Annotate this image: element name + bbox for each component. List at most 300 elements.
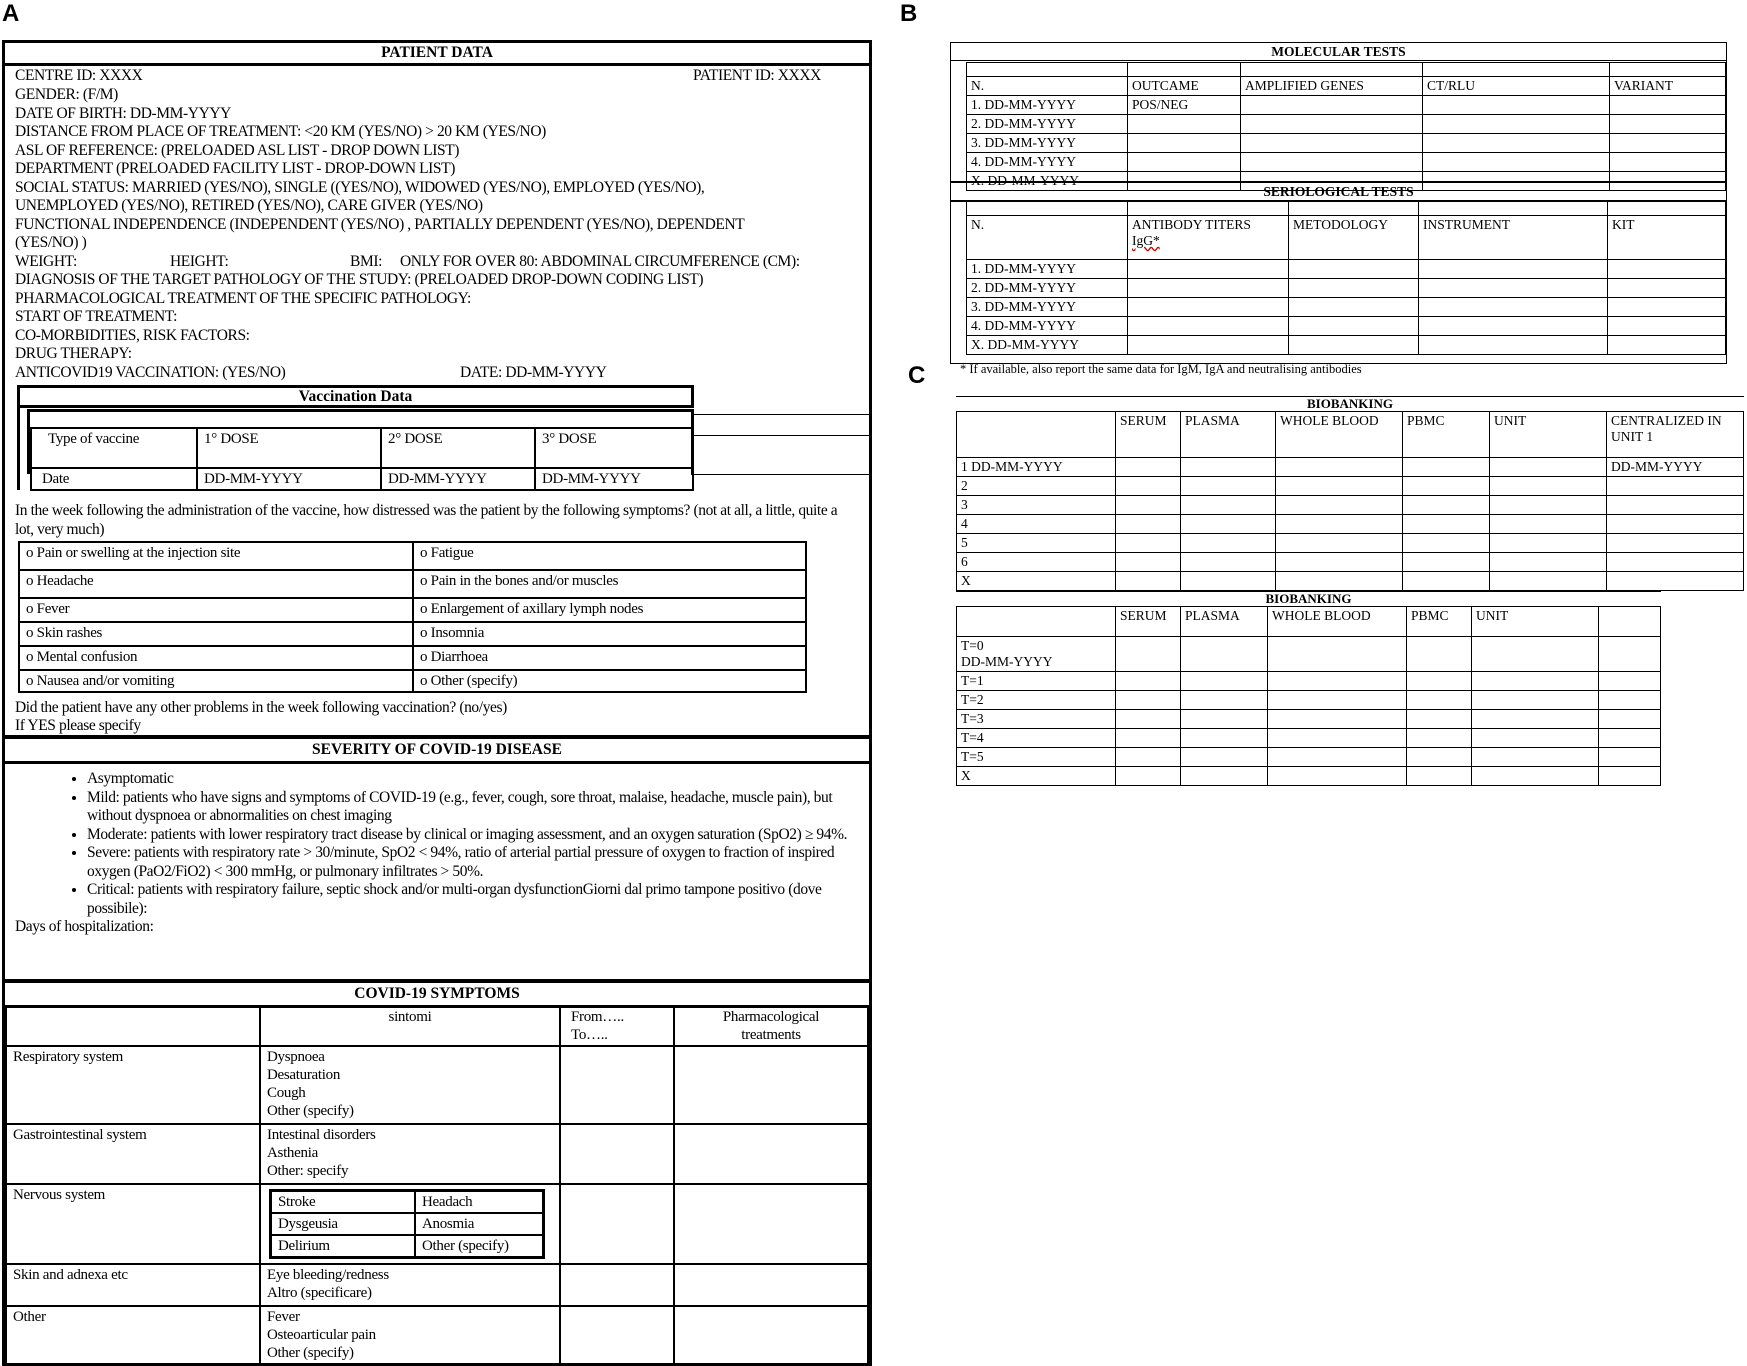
symptom-item: Eye bleeding/redness bbox=[267, 1267, 389, 1283]
empty-cell bbox=[1407, 710, 1472, 729]
empty-cell bbox=[1608, 317, 1726, 336]
sintomi-header: sintomi bbox=[260, 1006, 560, 1046]
biobanking-row-label: T=3 bbox=[957, 710, 1116, 729]
empty-cell bbox=[1289, 298, 1419, 317]
empty-cell bbox=[1181, 672, 1268, 691]
empty-cell bbox=[1607, 534, 1744, 553]
serological-header: N. bbox=[967, 216, 1128, 260]
pharm-header-line: Pharmacological bbox=[722, 1009, 820, 1025]
empty-cell bbox=[1276, 496, 1403, 515]
empty-cell bbox=[674, 1124, 868, 1184]
empty-cell bbox=[1490, 534, 1607, 553]
empty-cell bbox=[1610, 115, 1726, 134]
empty-cell bbox=[1268, 691, 1407, 710]
severity-item: • Critical: patients with respiratory failure, septic shock and/or multi-organ dysfunctionGiorni dal primo tampone positivo (dove possibile): bbox=[87, 881, 857, 918]
divider bbox=[691, 434, 871, 475]
biobanking-header: SERUM bbox=[1116, 607, 1181, 637]
molecular-row-label: 3. DD-MM-YYYY bbox=[967, 134, 1128, 153]
empty-cell bbox=[1608, 298, 1726, 317]
empty-cell bbox=[1181, 553, 1276, 572]
symptom-item: Asthenia bbox=[267, 1145, 318, 1161]
empty-cell bbox=[1423, 115, 1610, 134]
empty-cell bbox=[1181, 496, 1276, 515]
empty-cell bbox=[1276, 572, 1403, 591]
symptom-option: o Fatigue bbox=[413, 542, 806, 570]
field-line: DIAGNOSIS OF THE TARGET PATHOLOGY OF THE STUDY: (PRELOADED DROP-DOWN CODING LIST) bbox=[15, 271, 704, 288]
molecular-row-label: 4. DD-MM-YYYY bbox=[967, 153, 1128, 172]
empty-cell bbox=[1607, 515, 1744, 534]
field-line: DRUG THERAPY: bbox=[15, 345, 132, 362]
molecular-header: CT/RLU bbox=[1423, 77, 1610, 96]
centre-id: CENTRE ID: XXXX bbox=[15, 67, 143, 84]
panel-label-c: C bbox=[908, 362, 926, 389]
nervous-grid bbox=[269, 1189, 545, 1259]
serological-header: INSTRUMENT bbox=[1419, 216, 1608, 260]
empty-cell bbox=[1128, 317, 1289, 336]
severity-item: • Asymptomatic bbox=[87, 770, 857, 789]
symptom-item: Altro (specificare) bbox=[267, 1285, 372, 1301]
empty-cell bbox=[1610, 96, 1726, 115]
empty-cell bbox=[1289, 317, 1419, 336]
empty-cell bbox=[1599, 672, 1661, 691]
empty-cell bbox=[1181, 572, 1276, 591]
empty-cell bbox=[1423, 153, 1610, 172]
dose-header: 1° DOSE bbox=[197, 428, 381, 468]
empty-cell bbox=[1599, 748, 1661, 767]
empty-cell bbox=[1490, 477, 1607, 496]
covid-symptoms-box bbox=[2, 980, 872, 1366]
divider bbox=[691, 414, 871, 436]
symptom-item: Other (specify) bbox=[267, 1103, 354, 1119]
biobanking-row-label: 3 bbox=[957, 496, 1116, 515]
symptom-item: Delirium bbox=[271, 1235, 416, 1258]
molecular-row-label: 2. DD-MM-YYYY bbox=[967, 115, 1128, 134]
empty-cell bbox=[1181, 515, 1276, 534]
empty-cell bbox=[1472, 672, 1599, 691]
biobanking-header: WHOLE BLOOD bbox=[1268, 607, 1407, 637]
empty-cell bbox=[674, 1264, 868, 1306]
empty-cell bbox=[1128, 202, 1289, 216]
empty-cell bbox=[1128, 63, 1241, 77]
system-label: Gastrointestinal system bbox=[6, 1124, 260, 1184]
empty-cell bbox=[1116, 534, 1181, 553]
patient-id: PATIENT ID: XXXX bbox=[693, 67, 821, 84]
empty-cell bbox=[1472, 767, 1599, 786]
biobanking-header: PBMC bbox=[1403, 412, 1490, 458]
empty-cell bbox=[1403, 553, 1490, 572]
empty-cell bbox=[1599, 729, 1661, 748]
empty-cell bbox=[1116, 458, 1181, 477]
patient-data-box bbox=[2, 40, 872, 738]
empty-cell bbox=[1128, 279, 1289, 298]
biobanking-2-table bbox=[956, 606, 1661, 786]
empty-cell bbox=[1116, 710, 1181, 729]
molecular-table bbox=[966, 62, 1726, 191]
serological-footnote: * If available, also report the same data for IgM, IgA and neutralising antibodies bbox=[960, 362, 1362, 376]
biobanking-2 bbox=[956, 591, 1661, 786]
empty-cell bbox=[1608, 202, 1726, 216]
empty-cell bbox=[1490, 572, 1607, 591]
empty-cell bbox=[957, 607, 1116, 637]
empty-cell bbox=[1289, 260, 1419, 279]
empty-cell bbox=[1490, 496, 1607, 515]
symptom-option: o Pain or swelling at the injection site bbox=[19, 542, 413, 570]
empty-cell bbox=[1268, 672, 1407, 691]
severity-item: • Moderate: patients with lower respiratory tract disease by clinical or imaging assessment, and an oxygen saturation (SpO2) ≥ 94%. bbox=[87, 826, 857, 845]
biobanking-row-label: 5 bbox=[957, 534, 1116, 553]
empty-cell bbox=[1599, 710, 1661, 729]
empty-cell bbox=[674, 1184, 868, 1264]
serological-row-label: 2. DD-MM-YYYY bbox=[967, 279, 1128, 298]
divider bbox=[17, 406, 20, 490]
biobanking-row-label: X bbox=[957, 767, 1116, 786]
dose-header: 2° DOSE bbox=[381, 428, 535, 468]
panel-label-b: B bbox=[900, 0, 918, 27]
molecular-header: OUTCAME bbox=[1128, 77, 1241, 96]
empty-cell bbox=[1423, 63, 1610, 77]
system-symptoms bbox=[260, 1046, 560, 1124]
height-field: HEIGHT: bbox=[170, 252, 229, 270]
empty-cell bbox=[1419, 202, 1608, 216]
empty-cell bbox=[560, 1184, 674, 1264]
other-problems-question: Did the patient have any other problems in the week following vaccination? (no/yes) bbox=[15, 699, 507, 716]
biobanking-1 bbox=[956, 396, 1744, 591]
field-line: DISTANCE FROM PLACE OF TREATMENT: <20 KM (YES/NO) > 20 KM (YES/NO) bbox=[15, 123, 546, 140]
molecular-row-label: 1. DD-MM-YYYY bbox=[967, 96, 1128, 115]
dose-date: DD-MM-YYYY bbox=[381, 468, 535, 490]
symptom-option: o Headache bbox=[19, 570, 413, 598]
biobanking-header: PLASMA bbox=[1181, 412, 1276, 458]
empty-cell bbox=[1419, 336, 1608, 355]
empty-cell bbox=[1181, 729, 1268, 748]
serological-row-label: 3. DD-MM-YYYY bbox=[967, 298, 1128, 317]
empty-cell bbox=[1472, 637, 1599, 672]
measurements-line bbox=[15, 253, 865, 272]
empty-cell bbox=[1403, 477, 1490, 496]
severity-box bbox=[2, 736, 872, 982]
biobanking-row-label: T=4 bbox=[957, 729, 1116, 748]
symptom-item: Headach bbox=[415, 1191, 544, 1214]
symptom-option: o Nausea and/or vomiting bbox=[19, 670, 413, 692]
empty-cell bbox=[1472, 710, 1599, 729]
date-label: Date bbox=[31, 468, 197, 490]
biobanking-header: CENTRALIZED IN UNIT 1 bbox=[1607, 412, 1744, 458]
serological-row-label: 1. DD-MM-YYYY bbox=[967, 260, 1128, 279]
symptom-item: Other: specify bbox=[267, 1163, 349, 1179]
empty-cell bbox=[1599, 637, 1661, 672]
molecular-header: AMPLIFIED GENES bbox=[1241, 77, 1423, 96]
biobanking-header: PBMC bbox=[1407, 607, 1472, 637]
hospitalization-days: Days of hospitalization: bbox=[15, 918, 154, 935]
severity-item: • Mild: patients who have signs and symptoms of COVID-19 (e.g., fever, cough, sore throat, malaise, headache, muscle pain), but without dyspnoea or abnormalities on chest imaging bbox=[87, 789, 857, 826]
empty-cell bbox=[1241, 96, 1423, 115]
from-to-header bbox=[560, 1006, 674, 1046]
weight-field: WEIGHT: bbox=[15, 252, 77, 270]
empty-cell bbox=[1268, 729, 1407, 748]
empty-cell bbox=[1403, 458, 1490, 477]
empty-cell bbox=[1610, 63, 1726, 77]
empty-cell bbox=[1276, 553, 1403, 572]
empty-cell bbox=[1181, 710, 1268, 729]
empty-cell bbox=[1116, 672, 1181, 691]
empty-cell bbox=[1472, 748, 1599, 767]
empty-cell bbox=[1116, 637, 1181, 672]
empty-cell bbox=[1407, 748, 1472, 767]
empty-cell bbox=[1289, 279, 1419, 298]
symptom-item: Intestinal disorders bbox=[267, 1127, 376, 1143]
vaccination-date-field: DATE: DD-MM-YYYY bbox=[460, 363, 607, 381]
biobanking-row-label bbox=[957, 637, 1116, 672]
empty-cell bbox=[1407, 637, 1472, 672]
row-label-date: DD-MM-YYYY bbox=[961, 654, 1053, 669]
empty-cell bbox=[1181, 477, 1276, 496]
symptom-item: Stroke bbox=[271, 1191, 416, 1214]
igg-label: IgG* bbox=[1132, 233, 1160, 248]
dose-date: DD-MM-YYYY bbox=[535, 468, 693, 490]
empty-cell bbox=[1128, 260, 1289, 279]
biobanking-row-label: 4 bbox=[957, 515, 1116, 534]
empty-cell bbox=[1403, 515, 1490, 534]
vaccination-data-title: Vaccination Data bbox=[17, 385, 694, 408]
symptom-option: o Enlargement of axillary lymph nodes bbox=[413, 598, 806, 622]
field-line: (YES/NO) ) bbox=[15, 234, 87, 251]
empty-cell bbox=[1407, 691, 1472, 710]
serological-table bbox=[966, 201, 1726, 355]
vaccination-table bbox=[30, 427, 694, 491]
symptom-item: Other (specify) bbox=[267, 1345, 354, 1361]
abdominal-field: ONLY FOR OVER 80: ABDOMINAL CIRCUMFERENCE (CM): bbox=[400, 252, 800, 270]
empty-cell bbox=[1472, 691, 1599, 710]
biobanking-row-label: T=1 bbox=[957, 672, 1116, 691]
biobanking-1-table bbox=[956, 411, 1744, 591]
empty-cell bbox=[1403, 572, 1490, 591]
field-line: PHARMACOLOGICAL TREATMENT OF THE SPECIFIC PATHOLOGY: bbox=[15, 289, 471, 307]
empty-cell bbox=[1268, 710, 1407, 729]
molecular-header: N. bbox=[967, 77, 1128, 96]
symptom-item: Other (specify) bbox=[415, 1235, 544, 1258]
biobanking-1-title: BIOBANKING bbox=[956, 396, 1744, 411]
empty-cell bbox=[1268, 767, 1407, 786]
serological-header: KIT bbox=[1608, 216, 1726, 260]
field-line: GENDER: (F/M) bbox=[15, 86, 118, 103]
empty-cell bbox=[1599, 767, 1661, 786]
outcome-value: POS/NEG bbox=[1128, 96, 1241, 115]
empty-cell bbox=[674, 1046, 868, 1124]
empty-cell bbox=[1181, 748, 1268, 767]
biobanking-header: WHOLE BLOOD bbox=[1276, 412, 1403, 458]
empty-cell bbox=[1608, 336, 1726, 355]
symptom-option: o Skin rashes bbox=[19, 622, 413, 646]
patient-fields bbox=[15, 86, 865, 382]
central-date: DD-MM-YYYY bbox=[1607, 458, 1744, 477]
empty-cell bbox=[1116, 477, 1181, 496]
covid-symptoms-table bbox=[5, 1005, 869, 1365]
biobanking-row-label: 6 bbox=[957, 553, 1116, 572]
empty-cell bbox=[1116, 729, 1181, 748]
empty-cell bbox=[1610, 153, 1726, 172]
empty-cell bbox=[1276, 458, 1403, 477]
pharm-header-line: treatments bbox=[741, 1027, 801, 1043]
empty-cell bbox=[1403, 496, 1490, 515]
field-line: DEPARTMENT (PRELOADED FACILITY LIST - DROP-DOWN LIST) bbox=[15, 160, 455, 177]
empty-cell bbox=[1276, 477, 1403, 496]
empty-cell bbox=[1268, 637, 1407, 672]
symptom-item: Desaturation bbox=[267, 1067, 341, 1083]
field-line: ASL OF REFERENCE: (PRELOADED ASL LIST - DROP DOWN LIST) bbox=[15, 141, 460, 159]
vaccination-field: ANTICOVID19 VACCINATION: (YES/NO) bbox=[15, 363, 286, 381]
field-line: SOCIAL STATUS: MARRIED (YES/NO), SINGLE ((YES/NO), WIDOWED (YES/NO), EMPLOYED (YES/NO), bbox=[15, 178, 705, 196]
serological-header bbox=[1128, 216, 1289, 260]
empty-cell bbox=[1128, 134, 1241, 153]
empty-cell bbox=[560, 1046, 674, 1124]
empty-cell bbox=[1490, 515, 1607, 534]
system-label: Other bbox=[6, 1306, 260, 1364]
severity-title: SEVERITY OF COVID-19 DISEASE bbox=[5, 739, 869, 764]
empty-cell bbox=[1607, 553, 1744, 572]
biobanking-row-label: T=2 bbox=[957, 691, 1116, 710]
serological-title: SERIOLOGICAL TESTS bbox=[951, 181, 1726, 202]
empty-cell bbox=[1128, 115, 1241, 134]
empty-cell bbox=[1419, 260, 1608, 279]
system-symptoms bbox=[260, 1306, 560, 1364]
field-line: DATE OF BIRTH: DD-MM-YYYY bbox=[15, 104, 231, 122]
empty-cell bbox=[967, 202, 1128, 216]
serological-header: METODOLOGY bbox=[1289, 216, 1419, 260]
from-header: From….. bbox=[571, 1009, 624, 1025]
row-label-t0: T=0 bbox=[961, 638, 984, 653]
empty-cell bbox=[967, 63, 1128, 77]
empty-cell bbox=[1472, 729, 1599, 748]
biobanking-2-title: BIOBANKING bbox=[956, 591, 1661, 606]
empty-cell bbox=[674, 1306, 868, 1364]
empty-cell bbox=[1116, 496, 1181, 515]
vaccination-line bbox=[15, 364, 865, 383]
system-label: Nervous system bbox=[6, 1184, 260, 1264]
biobanking-row-label: 1 DD-MM-YYYY bbox=[957, 458, 1116, 477]
empty-cell bbox=[1608, 260, 1726, 279]
empty-cell bbox=[1419, 298, 1608, 317]
empty-cell bbox=[1608, 279, 1726, 298]
symptom-item: Dyspnoea bbox=[267, 1049, 325, 1065]
empty-cell bbox=[1116, 691, 1181, 710]
field-line: UNEMPLOYED (YES/NO), RETIRED (YES/NO), CARE GIVER (YES/NO) bbox=[15, 197, 483, 214]
symptoms-question: In the week following the administration of the vaccine, how distressed was the patient by the following symptoms? (not at all, a little, quite a lot, very much) bbox=[15, 502, 838, 538]
symptom-option: o Other (specify) bbox=[413, 670, 806, 692]
symptom-item: Dysgeusia bbox=[271, 1213, 416, 1235]
symptom-item: Fever bbox=[267, 1309, 300, 1325]
empty-cell bbox=[1610, 134, 1726, 153]
symptom-option: o Mental confusion bbox=[19, 646, 413, 670]
empty-cell bbox=[1181, 691, 1268, 710]
to-header: To….. bbox=[571, 1027, 608, 1043]
empty-cell bbox=[1607, 477, 1744, 496]
empty-cell bbox=[1276, 534, 1403, 553]
empty-cell bbox=[1181, 458, 1276, 477]
serological-row-label: 4. DD-MM-YYYY bbox=[967, 317, 1128, 336]
empty-cell bbox=[1241, 115, 1423, 134]
empty-cell bbox=[1268, 748, 1407, 767]
empty-cell bbox=[1116, 767, 1181, 786]
system-symptoms bbox=[260, 1264, 560, 1306]
serological-row-label: X. DD-MM-YYYY bbox=[967, 336, 1128, 355]
dose-header: 3° DOSE bbox=[535, 428, 693, 468]
patient-data-title: PATIENT DATA bbox=[5, 43, 869, 66]
system-label: Skin and adnexa etc bbox=[6, 1264, 260, 1306]
panel-b-box bbox=[950, 42, 1727, 364]
post-vaccine-symptoms-table bbox=[18, 541, 807, 693]
symptom-option: o Insomnia bbox=[413, 622, 806, 646]
empty-cell bbox=[1490, 553, 1607, 572]
empty-cell bbox=[1607, 496, 1744, 515]
empty-cell bbox=[560, 1306, 674, 1364]
empty-cell bbox=[1607, 572, 1744, 591]
empty-cell bbox=[1116, 515, 1181, 534]
empty-cell bbox=[1407, 767, 1472, 786]
empty-cell bbox=[1289, 202, 1419, 216]
field-line: CO-MORBIDITIES, RISK FACTORS: bbox=[15, 326, 250, 344]
symptom-item: Anosmia bbox=[415, 1213, 544, 1235]
covid-symptoms-title: COVID-19 SYMPTOMS bbox=[5, 983, 869, 1008]
empty-cell bbox=[1599, 691, 1661, 710]
empty-cell bbox=[1423, 134, 1610, 153]
empty-cell bbox=[1116, 553, 1181, 572]
empty-cell bbox=[1181, 534, 1276, 553]
symptom-item: Cough bbox=[267, 1085, 306, 1101]
antibody-titers-label: ANTIBODY TITERS bbox=[1132, 217, 1251, 232]
biobanking-row-label: X bbox=[957, 572, 1116, 591]
field-line: FUNCTIONAL INDEPENDENCE (INDEPENDENT (YES/NO) , PARTIALLY DEPENDENT (YES/NO), DEPENDENT bbox=[15, 215, 745, 233]
empty-cell bbox=[957, 412, 1116, 458]
biobanking-row-label: 2 bbox=[957, 477, 1116, 496]
empty-cell bbox=[1407, 672, 1472, 691]
empty-cell bbox=[1116, 748, 1181, 767]
empty-cell bbox=[1128, 336, 1289, 355]
molecular-row-label: X. DD-MM-YYYY bbox=[967, 172, 1128, 191]
empty-cell bbox=[560, 1124, 674, 1184]
empty-cell bbox=[1128, 298, 1289, 317]
empty-cell bbox=[1419, 279, 1608, 298]
empty-cell bbox=[1403, 534, 1490, 553]
empty-cell bbox=[1490, 458, 1607, 477]
biobanking-header: SERUM bbox=[1116, 412, 1181, 458]
panel-label-a: A bbox=[2, 0, 20, 27]
empty-cell bbox=[1181, 637, 1268, 672]
molecular-title: MOLECULAR TESTS bbox=[951, 43, 1726, 61]
empty-cell bbox=[1241, 63, 1423, 77]
symptom-item: Osteoarticular pain bbox=[267, 1327, 376, 1343]
biobanking-header: PLASMA bbox=[1181, 607, 1268, 637]
empty-cell bbox=[1599, 607, 1661, 637]
empty-cell bbox=[1116, 572, 1181, 591]
empty-cell bbox=[1419, 317, 1608, 336]
symptom-option: o Fever bbox=[19, 598, 413, 622]
symptom-option: o Pain in the bones and/or muscles bbox=[413, 570, 806, 598]
biobanking-row-label: T=5 bbox=[957, 748, 1116, 767]
molecular-header: VARIANT bbox=[1610, 77, 1726, 96]
biobanking-header: UNIT bbox=[1472, 607, 1599, 637]
system-symptoms bbox=[260, 1184, 560, 1264]
empty-cell bbox=[1128, 153, 1241, 172]
empty-cell bbox=[1181, 767, 1268, 786]
empty-header-cell bbox=[6, 1006, 260, 1046]
empty-cell bbox=[1289, 336, 1419, 355]
type-of-vaccine-label: Type of vaccine bbox=[31, 428, 197, 468]
system-label: Respiratory system bbox=[6, 1046, 260, 1124]
pharm-header bbox=[674, 1006, 868, 1046]
biobanking-header: UNIT bbox=[1490, 412, 1607, 458]
empty-cell bbox=[560, 1264, 674, 1306]
if-yes-specify: If YES please specify bbox=[15, 717, 141, 734]
